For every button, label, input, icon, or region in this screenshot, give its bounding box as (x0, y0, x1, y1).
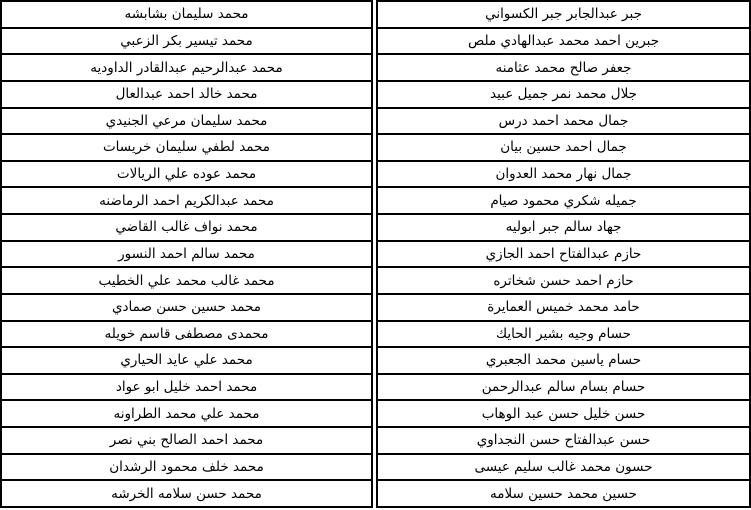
name-cell: محمد عبدالكريم احمد الرماضنه (0, 186, 373, 213)
name-cell: جلال محمد نمر جميل عبيد (376, 80, 751, 107)
name-cell: حسين محمد حسين سلامه (376, 479, 751, 508)
name-cell: حسام وجيه بشير الحايك (376, 320, 751, 347)
right-name-column (376, 0, 751, 508)
name-cell: محمد سليمان مرعي الجنيدي (0, 107, 373, 134)
name-cell: محمد حسن سلامه الخرشه (0, 479, 373, 508)
name-cell: محمد عبدالرحيم عبدالقادر الداوديه (0, 53, 373, 80)
name-cell: محمد غالب محمد علي الخطيب (0, 266, 373, 293)
name-cell: حسن عبدالفتاح حسن النجداوي (376, 426, 751, 453)
name-cell: محمد تيسير بكر الزعبي (0, 27, 373, 54)
name-cell: محمد علي محمد الطراونه (0, 399, 373, 426)
name-cell: محمد لطفي سليمان خريسات (0, 133, 373, 160)
name-cell: حسام ياسين محمد الجعبري (376, 346, 751, 373)
name-cell: محمد احمد الصالح بني نصر (0, 426, 373, 453)
name-cell: محمد سالم احمد النسور (0, 240, 373, 267)
name-cell: محمد احمد خليل ابو عواد (0, 373, 373, 400)
name-cell: جبر عبدالجابر جبر الكسواني (376, 0, 751, 27)
name-cell: محمد نواف غالب القاضي (0, 213, 373, 240)
name-cell: محمد علي عايد الحياري (0, 346, 373, 373)
name-cell: محمد خلف محمود الرشدان (0, 453, 373, 480)
name-cell: محمد خالد احمد عبدالعال (0, 80, 373, 107)
name-cell: جعفر صالح محمد عثامنه (376, 53, 751, 80)
name-cell: محمد سليمان بشابشه (0, 0, 373, 27)
name-cell: حامد محمد خميس العمايرة (376, 293, 751, 320)
name-cell: حازم احمد حسن شخاتره (376, 266, 751, 293)
name-cell: محمدى مصطفى قاسم خويله (0, 320, 373, 347)
name-cell: محمد عوده علي الريالات (0, 160, 373, 187)
left-name-column (0, 0, 373, 508)
name-cell: حسن خليل حسن عبد الوهاب (376, 399, 751, 426)
name-cell: محمد حسين حسن صمادي (0, 293, 373, 320)
name-cell: جمال نهار محمد العدوان (376, 160, 751, 187)
name-cell: حسون محمد غالب سليم عيسى (376, 453, 751, 480)
name-cell: حازم عبدالفتاح احمد الجازي (376, 240, 751, 267)
name-cell: جمال احمد حسين بيان (376, 133, 751, 160)
name-cell: حسام بسام سالم عبدالرحمن (376, 373, 751, 400)
name-cell: جبرين احمد محمد عبدالهادي ملص (376, 27, 751, 54)
name-cell: جمال محمد احمد درس (376, 107, 751, 134)
name-cell: جميله شكري محمود صيام (376, 186, 751, 213)
name-cell: جهاد سالم جبر ابوليه (376, 213, 751, 240)
